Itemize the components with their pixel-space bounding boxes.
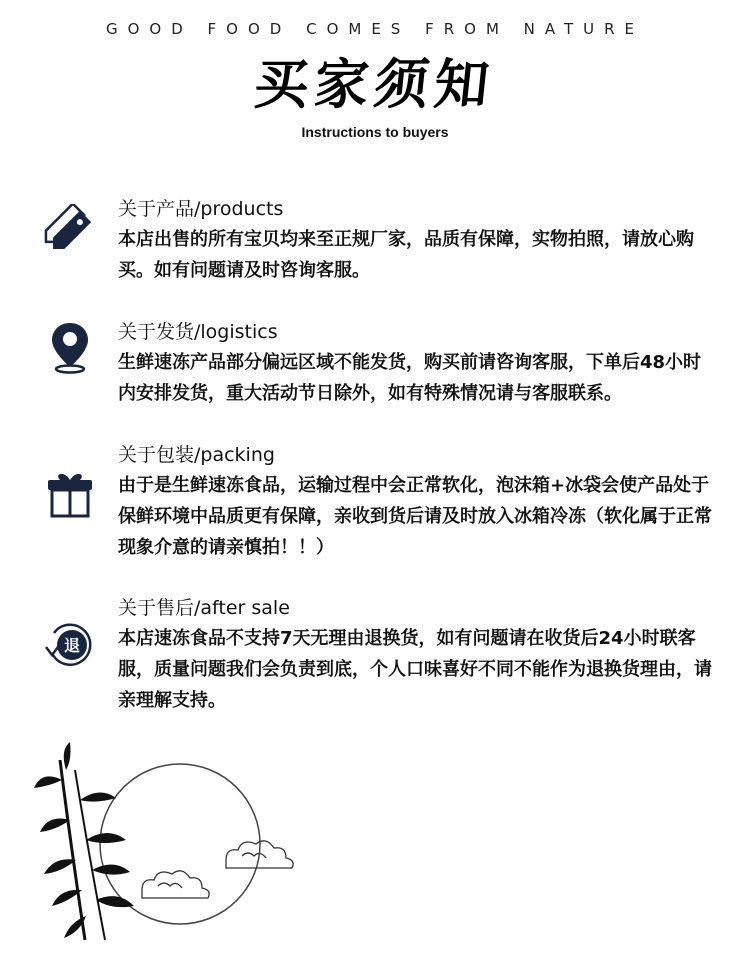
bamboo-decoration — [30, 740, 330, 954]
section-body: 本店出售的所有宝贝均来至正规厂家，品质有保障，实物拍照，请放心购买。如有问题请及时咨询客服。 — [118, 229, 694, 281]
section-body: 由于是生鲜速冻食品，运输过程中会正常软化，泡沫箱+冰袋会使产品处于保鲜环境中品质更有保障，亲收到货后请及时放入冰箱冷冻（软化属于正常现象介意的请亲慎拍！！） — [118, 475, 712, 558]
gift-box-icon — [42, 466, 98, 522]
page-subtitle: Instructions to buyers — [301, 124, 449, 140]
return-icon — [42, 617, 98, 673]
return-icon-char: 退 — [63, 636, 81, 655]
tagline: GOOD FOOD COMES FROM NATURE — [105, 20, 645, 38]
section-heading: 关于售后/after sale — [118, 597, 290, 619]
section-heading: 关于产品/products — [118, 198, 284, 220]
price-tag-icon — [42, 204, 98, 260]
section-heading: 关于包装/packing — [118, 444, 275, 466]
location-pin-icon — [42, 319, 98, 375]
page-title: 买家须知 — [251, 52, 498, 116]
section-body: 生鲜速冻产品部分偏远区域不能发货，购买前请咨询客服，下单后48小时内安排发货，重大活动节日除外，如有特殊情况请与客服联系。 — [118, 352, 702, 404]
section-heading: 关于发货/logistics — [118, 321, 278, 343]
section-body: 本店速冻食品不支持7天无理由退换货，如有问题请在收货后24小时联客服，质量问题我们会负责到底，个人口味喜好不同不能作为退换货理由，请亲理解支持。 — [118, 628, 712, 711]
